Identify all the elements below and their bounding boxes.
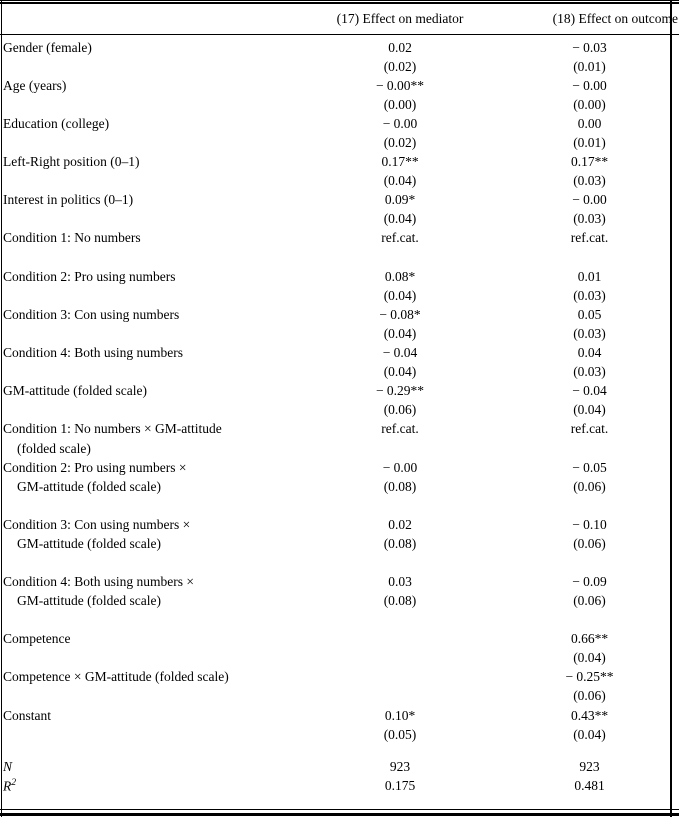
cell-effect-on-outcome: (0.01): [573, 58, 606, 74]
row-label: Gender (female): [3, 39, 92, 55]
cell-effect-on-outcome: 0.43**: [570, 707, 609, 723]
cell-effect-on-outcome: 0.01: [577, 268, 602, 284]
cell-effect-on-outcome: (0.01): [573, 135, 606, 151]
cell-effect-on-outcome: (0.03): [573, 211, 606, 227]
row-label: GM-attitude (folded scale): [3, 383, 147, 399]
table-row-line: [0, 439, 679, 458]
cell-effect-on-mediator: − 0.08*: [379, 306, 421, 322]
cell-effect-on-mediator: 0.175: [384, 777, 416, 793]
row-label: $R^2$: [3, 777, 17, 794]
table-body: [0, 35, 679, 795]
row-label: Condition 2: Pro using numbers: [3, 268, 176, 284]
table-row-line: [0, 592, 679, 611]
row-label: Age (years): [3, 77, 67, 93]
cell-effect-on-outcome: (0.06): [573, 593, 606, 609]
table-row-line: [0, 401, 679, 420]
table-row-line: [0, 229, 679, 248]
cell-effect-on-outcome: − 0.00: [572, 192, 607, 208]
table-row-line: [0, 344, 679, 363]
row-label: GM-attitude (folded scale): [17, 593, 161, 609]
cell-effect-on-outcome: (0.06): [573, 688, 606, 704]
table-left-border: [1, 0, 3, 817]
row-label-superscript: 2: [11, 777, 17, 789]
cell-effect-on-outcome: − 0.09: [572, 573, 607, 589]
cell-effect-on-mediator: (0.04): [383, 211, 417, 227]
cell-effect-on-mediator: (0.02): [383, 135, 417, 151]
cell-effect-on-mediator: (0.05): [383, 726, 417, 742]
row-spacer: [0, 611, 679, 630]
row-label: Condition 2: Pro using numbers ×: [3, 459, 187, 475]
table-row-line: [0, 649, 679, 668]
cell-effect-on-mediator: (0.04): [383, 287, 417, 303]
row-label: Condition 3: Con using numbers ×: [3, 516, 191, 532]
cell-effect-on-outcome: 0.17**: [570, 154, 609, 170]
table-row-line: [0, 572, 679, 591]
bottom-double-rule: [0, 809, 679, 816]
cell-effect-on-outcome: (0.04): [573, 402, 606, 418]
row-label: Condition 3: Con using numbers: [3, 306, 180, 322]
table-header-row: [0, 4, 679, 34]
row-label: Left-Right position (0–1): [3, 154, 140, 170]
table-row-line: [0, 668, 679, 687]
cell-effect-on-mediator: (0.04): [383, 364, 417, 380]
table-row-line: [0, 515, 679, 534]
cell-effect-on-mediator: − 0.04: [382, 345, 418, 361]
row-spacer: [0, 744, 679, 757]
table-row-line: [0, 76, 679, 95]
table-row-line: [0, 191, 679, 210]
table-row-line: [0, 687, 679, 706]
table-row-line: [0, 210, 679, 229]
row-label: Condition 1: No numbers: [3, 230, 141, 246]
top-double-rule: [0, 0, 679, 4]
cell-effect-on-outcome: 923: [579, 758, 600, 774]
cell-effect-on-mediator: 0.08*: [384, 268, 416, 284]
cell-effect-on-outcome: − 0.04: [572, 383, 607, 399]
cell-effect-on-outcome: (0.06): [573, 478, 606, 494]
cell-effect-on-mediator: ref.cat.: [381, 230, 419, 246]
cell-effect-on-outcome: − 0.00: [572, 77, 607, 93]
cell-effect-on-mediator: (0.04): [383, 325, 417, 341]
row-label: GM-attitude (folded scale): [17, 535, 161, 551]
header-col-effect-on-mediator: (17) Effect on mediator: [336, 11, 464, 26]
table-row-line: [0, 382, 679, 401]
cell-effect-on-outcome: (0.04): [573, 650, 606, 666]
row-label: Condition 4: Both using numbers ×: [3, 573, 194, 589]
table-row-line: [0, 706, 679, 725]
row-label: (folded scale): [17, 440, 91, 456]
cell-effect-on-outcome: ref.cat.: [570, 230, 609, 246]
table-row-line: [0, 420, 679, 439]
cell-effect-on-mediator: (0.08): [383, 593, 417, 609]
cell-effect-on-outcome: 0.00: [577, 115, 602, 131]
cell-effect-on-mediator: − 0.00**: [375, 77, 425, 93]
row-label: Condition 4: Both using numbers: [3, 345, 184, 361]
table-row-line: [0, 725, 679, 744]
table-row-line: [0, 114, 679, 133]
cell-effect-on-mediator: 0.02: [388, 516, 412, 532]
cell-effect-on-mediator: 0.17**: [381, 154, 419, 170]
cell-effect-on-mediator: − 0.00: [382, 115, 418, 131]
cell-effect-on-outcome: 0.66**: [570, 631, 609, 647]
table-row-line: [0, 286, 679, 305]
table-row-line: [0, 477, 679, 496]
table-row-line: [0, 172, 679, 191]
cell-effect-on-mediator: (0.08): [383, 535, 417, 551]
table-row-line: [0, 38, 679, 57]
cell-effect-on-mediator: 0.02: [388, 39, 412, 55]
cell-effect-on-mediator: 923: [389, 758, 411, 774]
row-spacer: [0, 553, 679, 572]
cell-effect-on-mediator: 0.09*: [384, 192, 416, 208]
cell-effect-on-mediator: (0.06): [383, 402, 417, 418]
cell-effect-on-mediator: (0.04): [383, 173, 417, 189]
cell-effect-on-mediator: 0.10*: [384, 707, 416, 723]
table-row-line: [0, 776, 679, 795]
row-label: Interest in politics (0–1): [3, 192, 134, 208]
cell-effect-on-mediator: (0.08): [383, 478, 417, 494]
cell-effect-on-outcome: − 0.05: [572, 459, 607, 475]
row-label: Constant: [3, 707, 52, 723]
table-row-line: [0, 363, 679, 382]
cell-effect-on-outcome: (0.03): [573, 287, 606, 303]
table-row-line: [0, 630, 679, 649]
row-label: N: [3, 758, 13, 774]
cell-effect-on-outcome: 0.05: [577, 306, 602, 322]
cell-effect-on-mediator: − 0.00: [382, 459, 418, 475]
cell-effect-on-mediator: (0.02): [383, 58, 417, 74]
table-row-line: [0, 267, 679, 286]
row-label: Education (college): [3, 115, 110, 131]
row-label: Competence × GM-attitude (folded scale): [3, 669, 229, 685]
cell-effect-on-outcome: 0.04: [577, 345, 602, 361]
cell-effect-on-mediator: ref.cat.: [381, 421, 419, 437]
cell-effect-on-mediator: (0.00): [383, 96, 417, 112]
cell-effect-on-outcome: (0.03): [573, 364, 606, 380]
cell-effect-on-outcome: 0.481: [574, 777, 605, 793]
table-row-line: [0, 324, 679, 343]
cell-effect-on-mediator: 0.03: [388, 573, 412, 589]
table-row-line: [0, 305, 679, 324]
cell-effect-on-outcome: (0.03): [573, 325, 606, 341]
cell-effect-on-outcome: ref.cat.: [570, 421, 609, 437]
cell-effect-on-outcome: (0.03): [573, 173, 606, 189]
row-label: Condition 1: No numbers × GM-attitude: [3, 421, 222, 437]
table-row-line: [0, 534, 679, 553]
table-row-line: [0, 57, 679, 76]
header-col-effect-on-outcome: (18) Effect on outcome: [552, 11, 678, 26]
cell-effect-on-outcome: − 0.03: [572, 39, 607, 55]
table-row-line: [0, 95, 679, 114]
table-row-line: [0, 153, 679, 172]
row-spacer: [0, 496, 679, 515]
row-label: Competence: [3, 631, 71, 647]
cell-effect-on-outcome: − 0.10: [572, 516, 607, 532]
table-row-line: [0, 458, 679, 477]
table-row-line: [0, 248, 679, 267]
table-row-line: [0, 133, 679, 152]
row-label: GM-attitude (folded scale): [17, 478, 161, 494]
table-row-line: [0, 757, 679, 776]
table-right-border: [670, 0, 672, 817]
cell-effect-on-mediator: − 0.29**: [375, 383, 425, 399]
cell-effect-on-outcome: (0.06): [573, 535, 606, 551]
cell-effect-on-outcome: (0.04): [573, 726, 606, 742]
cell-effect-on-outcome: (0.00): [573, 96, 606, 112]
cell-effect-on-outcome: − 0.25**: [565, 669, 614, 685]
